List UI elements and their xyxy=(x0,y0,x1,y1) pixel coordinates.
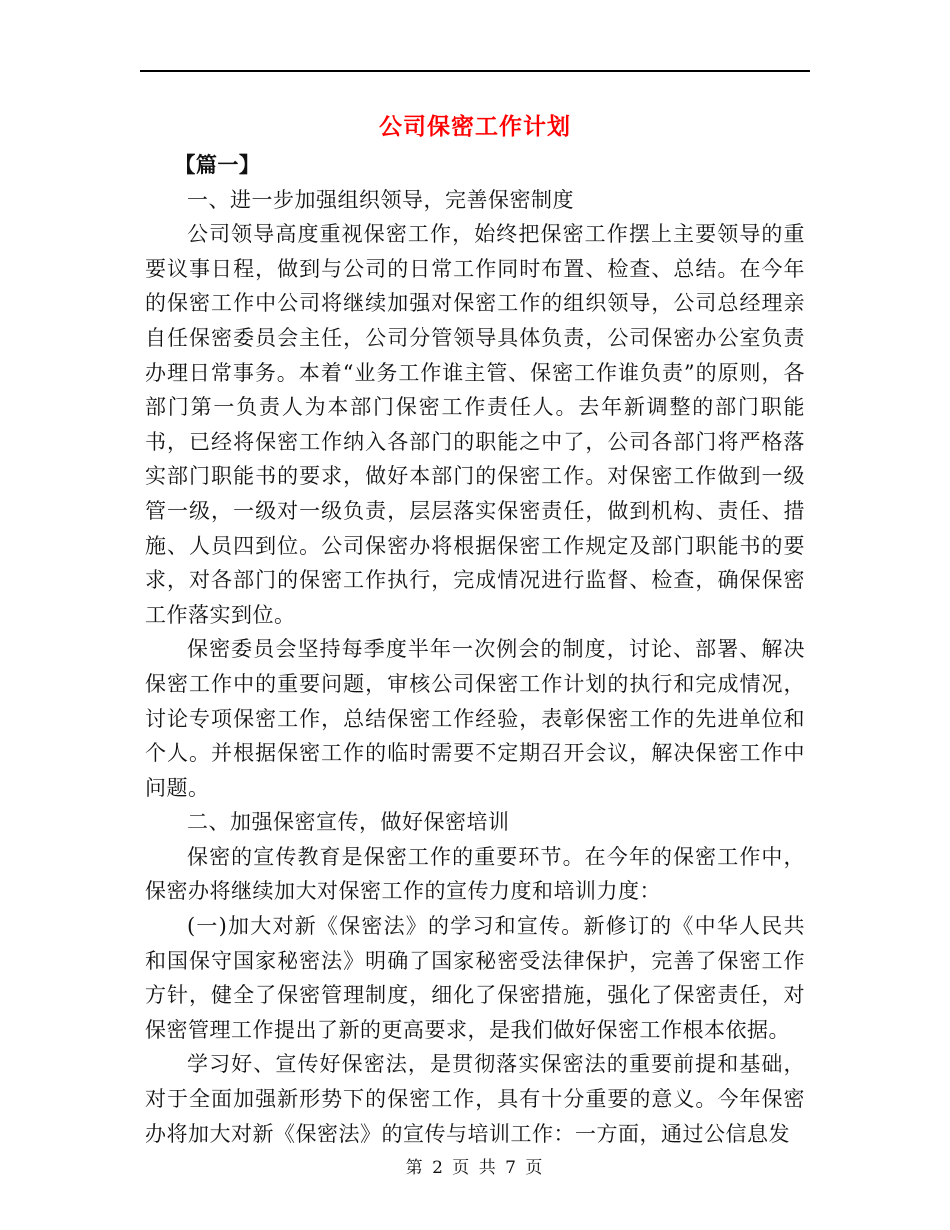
heading-two: 二、加强保密宣传，做好保密培训 xyxy=(187,810,510,835)
paragraph: 学习好、宣传好保密法，是贯彻落实保密法的重要前提和基础，对于全面加强新形势下的保密工作，具有十分重要的意义。今年保密办将加大对新《保密法》的宣传与培训工作：一方面，通过公信息发 xyxy=(145,1052,805,1146)
paragraph: 公司领导高度重视保密工作，始终把保密工作摆上主要领导的重要议事日程，做到与公司的日常工作同时布置、检查、总结。在今年的保密工作中公司将继续加强对保密工作的组织领导，公司总经理亲自任保密委员会主任，公司分管领导具体负责，公司保密办公室负责办理日常事务。本着“业务工作谁主管、保密工作谁负责”的原则，各部门第一负责人为本部门保密工作责任人。去年新调整的部门职能书，已经将保密工作纳入各部门的职能之中了，公司各部门将严格落实部门职能书的要求，做好本部门的保密工作。对保密工作做到一级管一级，一级对一级负责，层层落实保密责任，做到机构、责任、措施、人员四到位。公司保密办将根据保密工作规定及部门职能书的要求，对各部门的保密工作执行，完成情况进行监督、检查，确保保密工作落实到位。 xyxy=(145,222,805,627)
paragraph: 保密委员会坚持每季度半年一次例会的制度，讨论、部署、解决保密工作中的重要问题，审核公司保密工作计划的执行和完成情况，讨论专项保密工作，总结保密工作经验，表彰保密工作的先进单位和个人。并根据保密工作的临时需要不定期召开会议，解决保密工作中问题。 xyxy=(145,637,805,800)
heading-one: 一、进一步加强组织领导，完善保密制度 xyxy=(187,187,574,212)
header-rule xyxy=(140,70,810,72)
section-label: 【篇一】 xyxy=(174,152,261,177)
paragraph: 保密的宣传教育是保密工作的重要环节。在今年的保密工作中，保密办将继续加大对保密工作的宣传力度和培训力度： xyxy=(145,844,805,904)
page-number: 第 2 页 共 7 页 xyxy=(405,1158,545,1178)
document-title: 公司保密工作计划 xyxy=(379,114,571,140)
paragraph: (一)加大对新《保密法》的学习和宣传。新修订的《中华人民共和国保守国家秘密法》明确了国家秘密受法律保护，完善了保密工作方针，健全了保密管理制度，细化了保密措施，强化了保密责任，对保密管理工作提出了新的更高要求，是我们做好保密工作根本依据。 xyxy=(145,914,805,1042)
document-body xyxy=(145,148,805,1151)
